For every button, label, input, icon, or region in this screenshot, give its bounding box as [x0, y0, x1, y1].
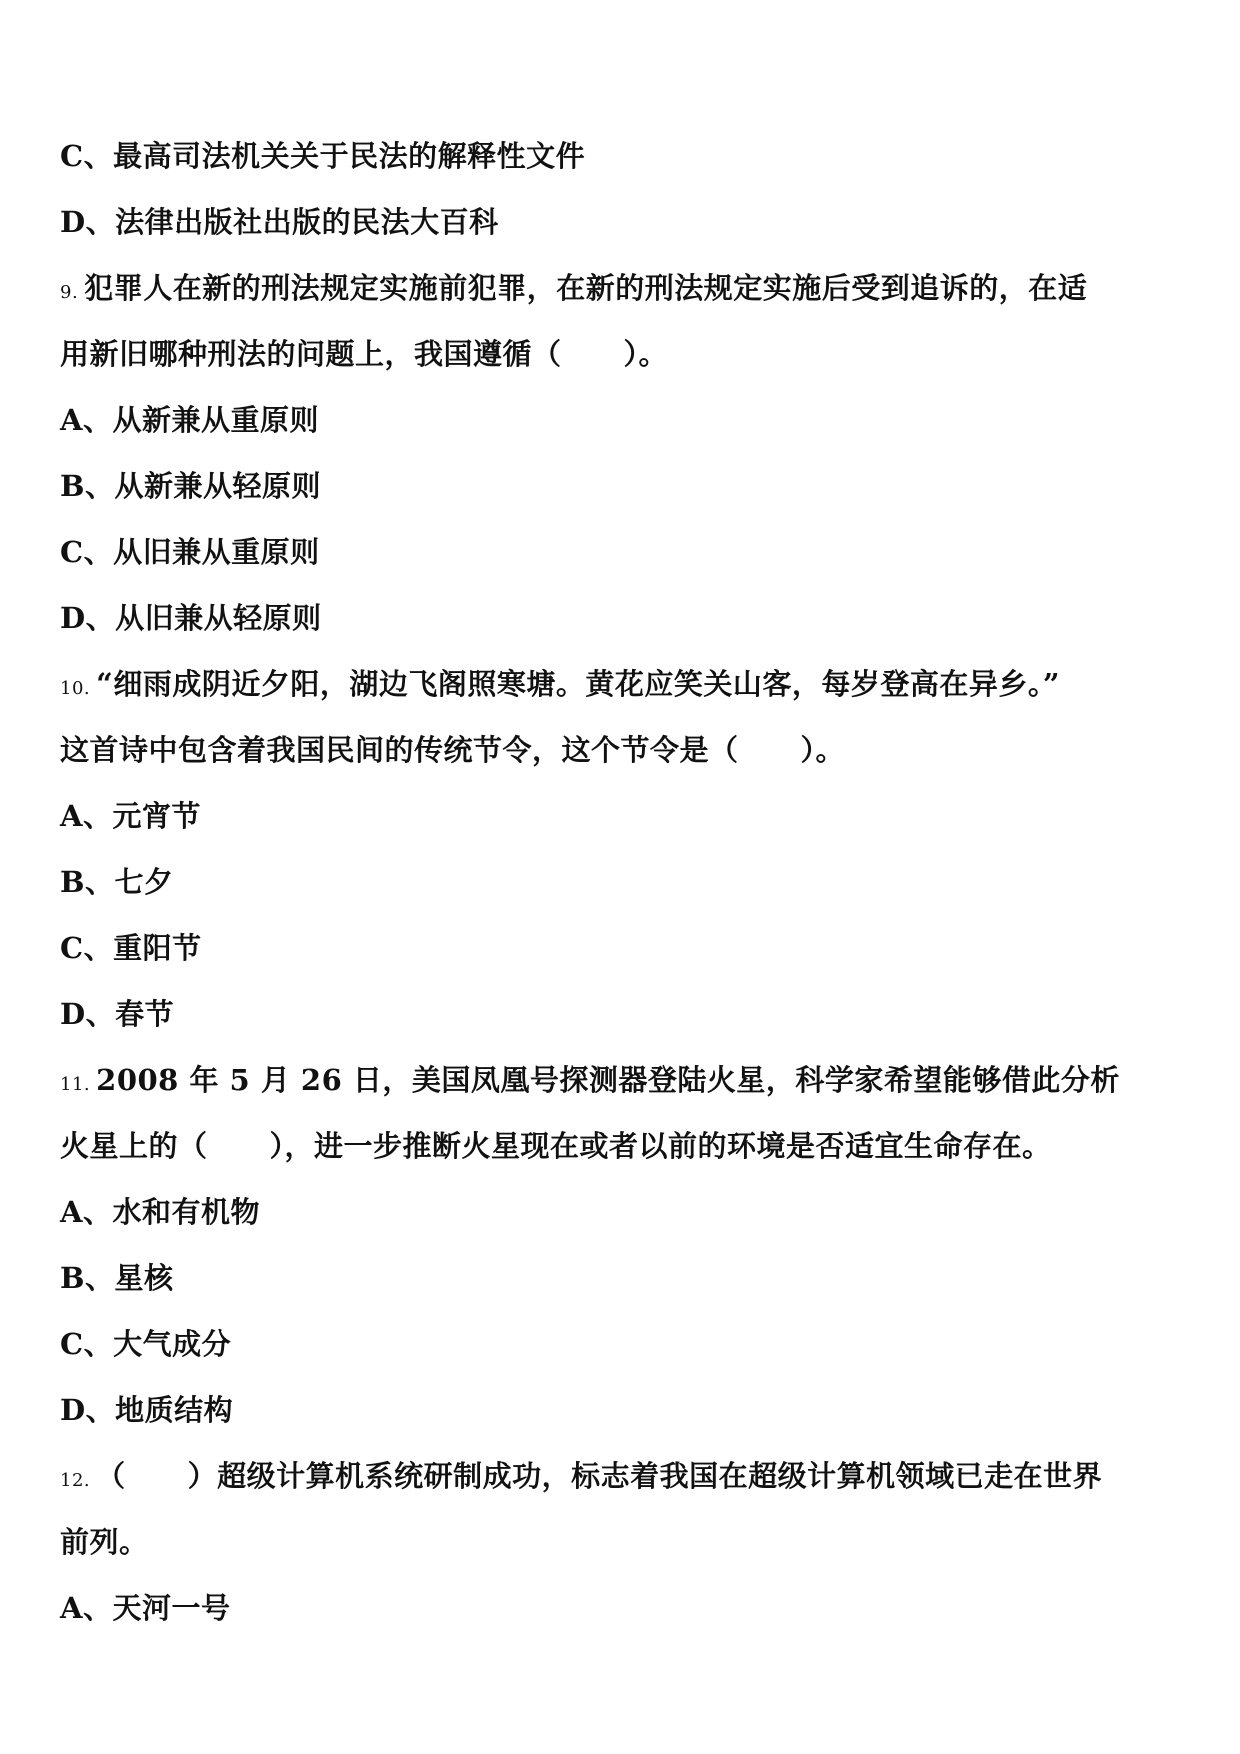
q10-option-d: D、春节 [60, 997, 175, 1031]
q9-stem-text2b: ）。 [623, 337, 669, 371]
q11-stem-text2a: 火星上的（ [60, 1129, 208, 1163]
q9-option-d: D、从旧兼从轻原则 [60, 601, 322, 635]
q8-option-d: D、法律出版社出版的民法大百科 [60, 205, 499, 239]
q9-stem-line1 [60, 268, 1180, 313]
q9-stem-line2 [60, 334, 1180, 374]
q11-option-a: A、水和有机物 [60, 1195, 261, 1229]
q8-option-c: C、最高司法机关关于民法的解释性文件 [60, 139, 586, 173]
q11-stem-text2b: ），进一步推断火星现在或者以前的环境是否适宜生命存在。 [269, 1129, 1052, 1163]
q9-stem-text2a: 用新旧哪种刑法的问题上，我国遵循（ [60, 337, 562, 371]
q11-option-d: D、地质结构 [60, 1393, 234, 1427]
q11-stem-line1 [60, 1060, 1180, 1105]
q9-stem-text1: 犯罪人在新的刑法规定实施前犯罪，在新的刑法规定实施后受到追诉的，在适 [84, 271, 1088, 305]
q10-option-b: B、七夕 [60, 865, 174, 899]
q9-option-c: C、从旧兼从重原则 [60, 535, 320, 569]
q12-stem-line2: 前列。 [60, 1525, 149, 1559]
q12-stem-text1b: ）超级计算机系统研制成功，标志着我国在超级计算机领域已走在世界 [187, 1459, 1103, 1493]
q10-stem-line1 [60, 664, 1180, 709]
q10-stem-line2 [60, 730, 1180, 770]
q9-option-b: B、从新兼从轻原则 [60, 469, 322, 503]
q11-stem-text1: 2008 年 5 月 26 日，美国凤凰号探测器登陆火星，科学家希望能够借此分析 [96, 1063, 1120, 1097]
q9-option-a: A、从新兼从重原则 [60, 403, 320, 437]
q12-option-a: A、天河一号 [60, 1591, 231, 1625]
q10-option-a: A、元宵节 [60, 799, 202, 833]
q11-number: 11. [60, 1074, 91, 1095]
q9-number: 9. [60, 282, 79, 303]
q12-number: 12. [60, 1470, 91, 1491]
q10-stem-text2b: ）。 [800, 733, 846, 767]
q11-option-c: C、大气成分 [60, 1327, 232, 1361]
q12-stem-line1 [60, 1456, 1180, 1501]
q11-stem-line2 [60, 1126, 1180, 1166]
q10-stem-text1: “细雨成阴近夕阳，湖边飞阁照寒塘。黄花应笑关山客，每岁登高在异乡。” [96, 667, 1061, 701]
q10-number: 10. [60, 678, 91, 699]
q12-stem-text1a: （ [96, 1459, 126, 1493]
q10-stem-text2a: 这首诗中包含着我国民间的传统节令，这个节令是（ [60, 733, 739, 767]
q10-option-c: C、重阳节 [60, 931, 202, 965]
q11-option-b: B、星核 [60, 1261, 174, 1295]
